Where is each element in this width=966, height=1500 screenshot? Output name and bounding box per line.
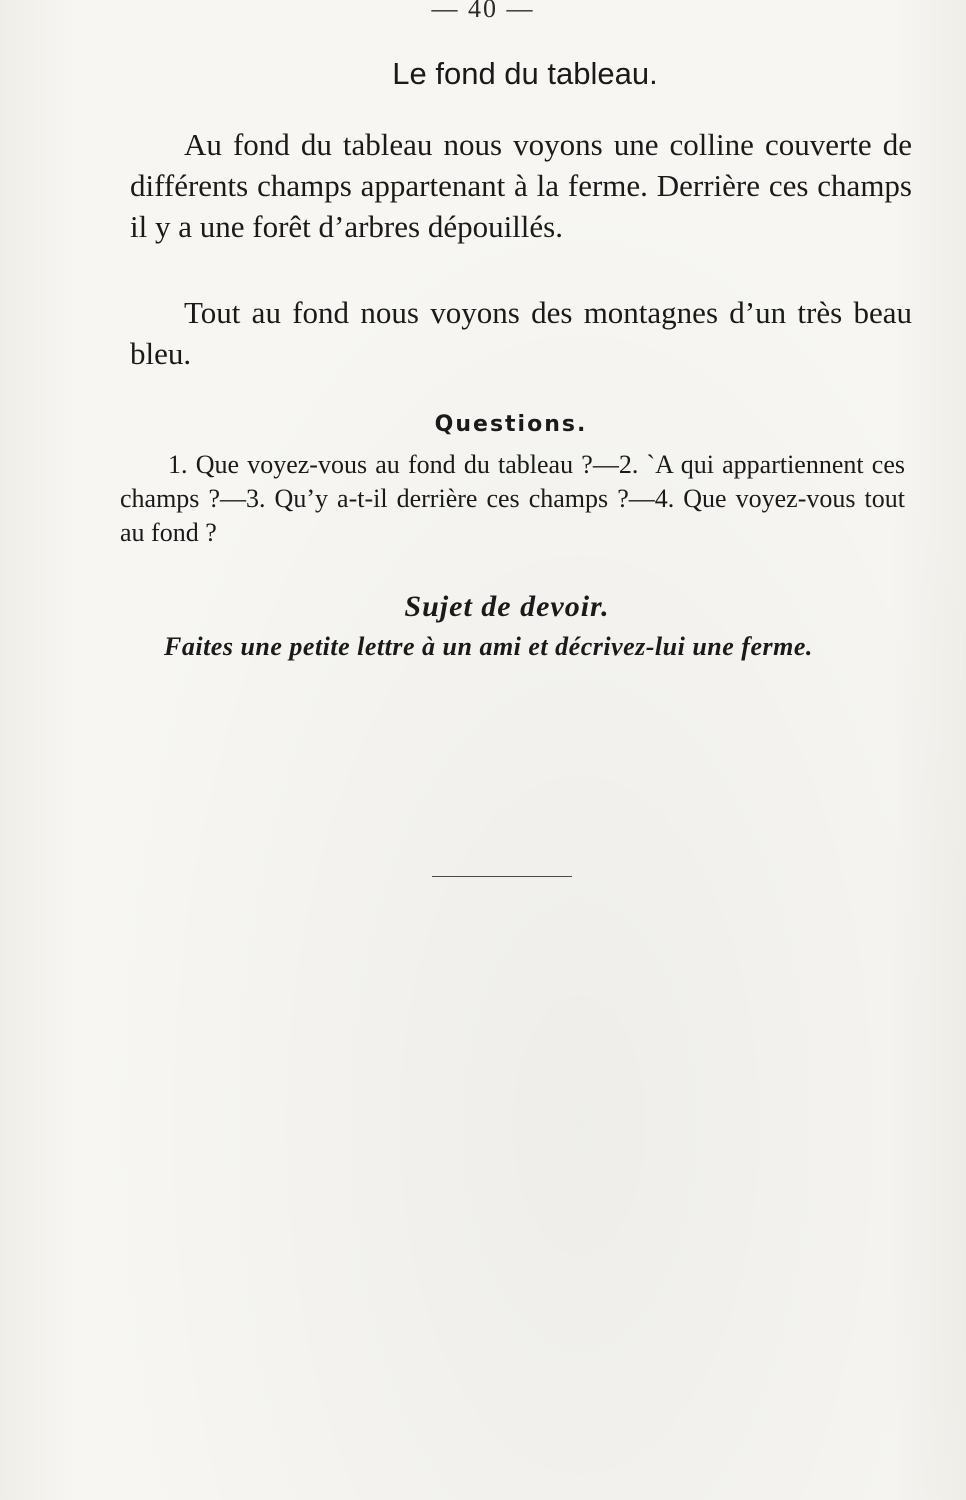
- section-divider: [432, 876, 572, 877]
- paragraph-1: [130, 124, 912, 247]
- page-number: — 40 —: [431, 0, 535, 23]
- questions-text: 1. Que voyez-vous au fond du tableau ?—2. `A qui appartiennent ces champs ?—3. Qu’y a-t-il derrière ces champs ?—4. Que voyez-vous tout au fond ?: [120, 450, 905, 547]
- section-title: Le fond du tableau.: [392, 56, 658, 91]
- paragraph-1-text: Au fond du tableau nous voyons une colline couverte de différents champs appartenant à la ferme. Derrière ces champs il y a une forêt d’arbres dépouillés.: [130, 127, 912, 244]
- questions-list: [120, 448, 905, 550]
- paragraph-2-text: Tout au fond nous voyons des montagnes d’un très beau bleu.: [130, 295, 912, 371]
- questions-heading: Questions.: [434, 412, 588, 437]
- paragraph-2: [130, 292, 912, 374]
- assignment-text-block: [116, 630, 902, 664]
- assignment-heading: Sujet de devoir.: [404, 590, 610, 623]
- assignment-text: Faites une petite lettre à un ami et décrivez-lui une ferme.: [164, 632, 813, 661]
